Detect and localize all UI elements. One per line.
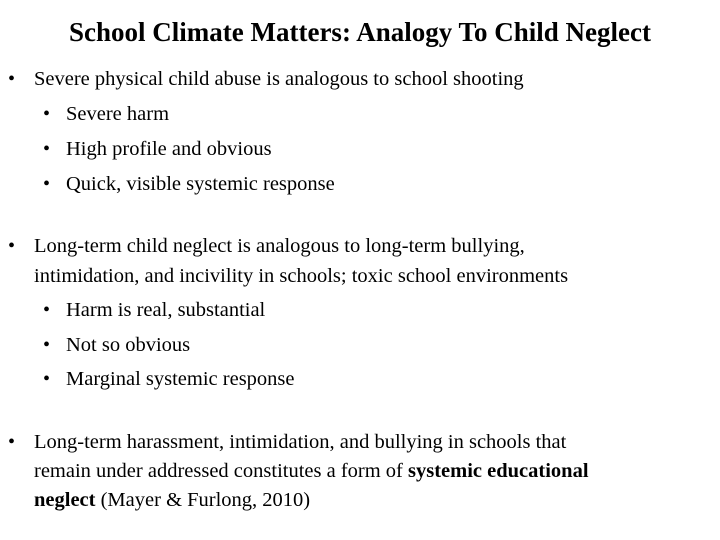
- bullet-harassment-line1: Long-term harassment, intimidation, and bullying in schools that: [34, 431, 567, 453]
- sub-bullet-marginal-response: Marginal systemic response: [66, 368, 295, 390]
- sub-bullet-quick-response: Quick, visible systemic response: [66, 173, 335, 195]
- sub-bullet-not-obvious: Not so obvious: [66, 334, 191, 356]
- sub-bullet-marker: •: [43, 103, 51, 125]
- bullet-harassment-line2: [34, 458, 589, 484]
- sub-bullet-marker: •: [43, 334, 51, 356]
- slide-title: School Climate Matters: Analogy To Child Neglect: [69, 17, 651, 47]
- bullet-harassment-line3: [34, 487, 310, 513]
- bullet-severe-abuse: Severe physical child abuse is analogous to school shooting: [34, 68, 524, 90]
- bullet-marker: •: [8, 68, 16, 90]
- sub-bullet-severe-harm: Severe harm: [66, 103, 170, 125]
- bullet-long-term-neglect-line2: intimidation, and incivility in schools; toxic school environments: [34, 265, 569, 287]
- bullet-harassment-line2-text: remain under addressed constitutes a form of: [34, 460, 409, 482]
- sub-bullet-marker: •: [43, 138, 51, 160]
- bullet-long-term-neglect-line1: Long-term child neglect is analogous to long-term bullying,: [34, 235, 525, 257]
- sub-bullet-marker: •: [43, 368, 51, 390]
- citation: (Mayer & Furlong, 2010): [95, 489, 311, 511]
- emphasis-systemic-educational: systemic educational: [408, 460, 589, 482]
- bullet-marker: •: [8, 235, 16, 257]
- sub-bullet-harm-real: Harm is real, substantial: [66, 299, 266, 321]
- sub-bullet-high-profile: High profile and obvious: [66, 138, 272, 160]
- bullet-marker: •: [8, 431, 16, 453]
- sub-bullet-marker: •: [43, 299, 51, 321]
- sub-bullet-marker: •: [43, 173, 51, 195]
- emphasis-neglect: neglect: [34, 489, 96, 511]
